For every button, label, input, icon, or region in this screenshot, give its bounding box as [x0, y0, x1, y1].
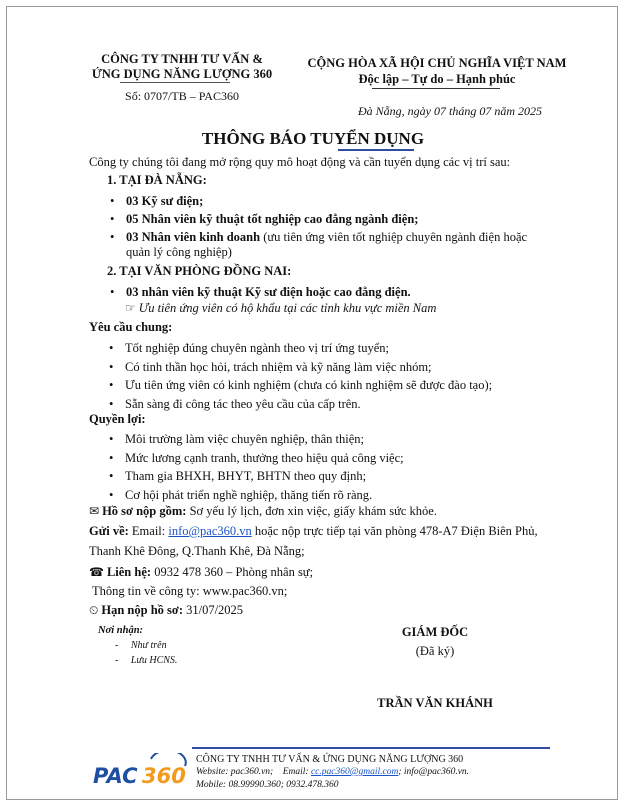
recipient-item: - Như trên — [115, 640, 167, 651]
list-item: • Tốt nghiệp đúng chuyên ngành theo vị trí ứng tuyển; — [107, 339, 492, 358]
list-item: • Cơ hội phát triển nghề nghiệp, thăng tiến rõ ràng. — [107, 486, 404, 505]
nation-motto: Độc lập – Tự do – Hạnh phúc — [358, 72, 516, 86]
benefits-heading: Quyền lợi: — [89, 412, 146, 426]
document-title: THÔNG BÁO TUYỂN DỤNG — [201, 129, 425, 148]
list-item: • 03 Nhân viên kinh doanh (ưu tiên ứng viên tốt nghiệp chuyên ngành điện hoặc — [108, 228, 527, 246]
logo-graphic — [93, 753, 189, 799]
requirements-list — [107, 339, 492, 413]
pac360-logo — [93, 753, 189, 799]
send-line: Gửi về: Email: info@pac360.vn hoặc nộp trực tiếp tại văn phòng 478-A7 Điện Biên Phủ, — [89, 524, 538, 538]
phone-icon: ☎ — [89, 565, 104, 579]
footer-company: CÔNG TY TNHH TƯ VẤN & ỨNG DỤNG NĂNG LƯỢNG 360 — [196, 754, 464, 765]
envelope-icon: ✉ — [89, 504, 100, 518]
section-da-nang-list — [108, 192, 527, 246]
list-item: • Mức lương cạnh tranh, thưởng theo hiệu quả công việc; — [107, 449, 404, 468]
email-link[interactable]: info@pac360.vn — [168, 524, 252, 538]
document-number: Số: 0707/TB – PAC360 — [125, 89, 239, 103]
section-da-nang-heading: 1. TẠI ĐÀ NẴNG: — [107, 173, 207, 187]
intro-text: Công ty chúng tôi đang mở rộng quy mô hoạt động và cần tuyển dụng các vị trí sau: — [89, 155, 511, 169]
requirements-heading: Yêu cầu chung: — [89, 320, 173, 334]
footer-mobile: Mobile: 08.99990.360; 0932.478.360 — [196, 780, 339, 790]
recipient-item: - Lưu HCNS. — [115, 655, 178, 666]
nation-title: CỘNG HÒA XÃ HỘI CHỦ NGHĨA VIỆT NAM — [307, 56, 567, 70]
svg-text:360: 360 — [142, 764, 186, 788]
section-dong-nai-list — [108, 283, 411, 301]
send-address-line2: Thanh Khê Đông, Q.Thanh Khê, Đà Nẵng; — [89, 544, 305, 558]
title-accent-line — [338, 149, 414, 151]
recipients-heading: Nơi nhận: — [98, 625, 144, 636]
footer-contact-line: Website: pac360.vn; Email: cc.pac360@gmail.com; info@pac360.vn. — [196, 767, 470, 777]
priority-note: ☞ Ưu tiên ứng viên có hộ khẩu tại các tỉnh khu vực miền Nam — [125, 301, 437, 315]
company-name-line2: ỨNG DỤNG NĂNG LƯỢNG 360 — [91, 67, 273, 81]
benefits-list — [107, 430, 404, 504]
contact-line: ☎ Liên hệ: 0932 478 360 – Phòng nhân sự; — [89, 565, 314, 579]
motto-underline — [372, 88, 500, 89]
section-dong-nai-heading: 2. TẠI VĂN PHÒNG ĐỒNG NAI: — [107, 264, 292, 278]
company-name-line1: CÔNG TY TNHH TƯ VẤN & — [101, 52, 263, 66]
application-line: ✉ Hồ sơ nộp gồm: Sơ yếu lý lịch, đơn xin việc, giấy khám sức khỏe. — [89, 504, 437, 518]
list-item: • Môi trường làm việc chuyên nghiệp, thân thiện; — [107, 430, 404, 449]
list-item: • 03 nhân viên kỹ thuật Kỹ sư điện hoặc cao đẳng điện. — [108, 283, 411, 301]
list-item: • Sẵn sàng đi công tác theo yêu cầu của cấp trên. — [107, 395, 492, 414]
footer-accent-line — [192, 747, 550, 749]
signer-name: TRẦN VĂN KHÁNH — [377, 696, 493, 710]
list-item-continuation: quản lý công nghiệp) — [126, 245, 232, 259]
deadline-line: ⏲ Hạn nộp hồ sơ: 31/07/2025 — [89, 603, 244, 617]
list-item: • 03 Kỹ sư điện; — [108, 192, 527, 210]
signed-note: (Đã ký) — [415, 644, 455, 658]
pointing-hand-icon: ☞ — [125, 301, 136, 315]
svg-text:PAC: PAC — [93, 764, 138, 788]
issue-date: Đà Nẵng, ngày 07 tháng 07 năm 2025 — [358, 104, 542, 118]
clock-icon: ⏲ — [89, 603, 99, 617]
signer-title: GIÁM ĐỐC — [401, 625, 469, 639]
footer-email-link[interactable]: cc.pac360@gmail.com — [310, 767, 399, 777]
company-underline — [120, 82, 230, 83]
list-item: • Có tinh thần học hỏi, trách nhiệm và kỹ năng làm việc nhóm; — [107, 358, 492, 377]
list-item: • Tham gia BHXH, BHYT, BHTN theo quy định; — [107, 467, 404, 486]
list-item: • 05 Nhân viên kỹ thuật tốt nghiệp cao đẳng ngành điện; — [108, 210, 527, 228]
company-website-line: Thông tin về công ty: www.pac360.vn; — [92, 584, 288, 598]
list-item: • Ưu tiên ứng viên có kinh nghiệm (chưa có kinh nghiệm sẽ được đào tạo); — [107, 376, 492, 395]
